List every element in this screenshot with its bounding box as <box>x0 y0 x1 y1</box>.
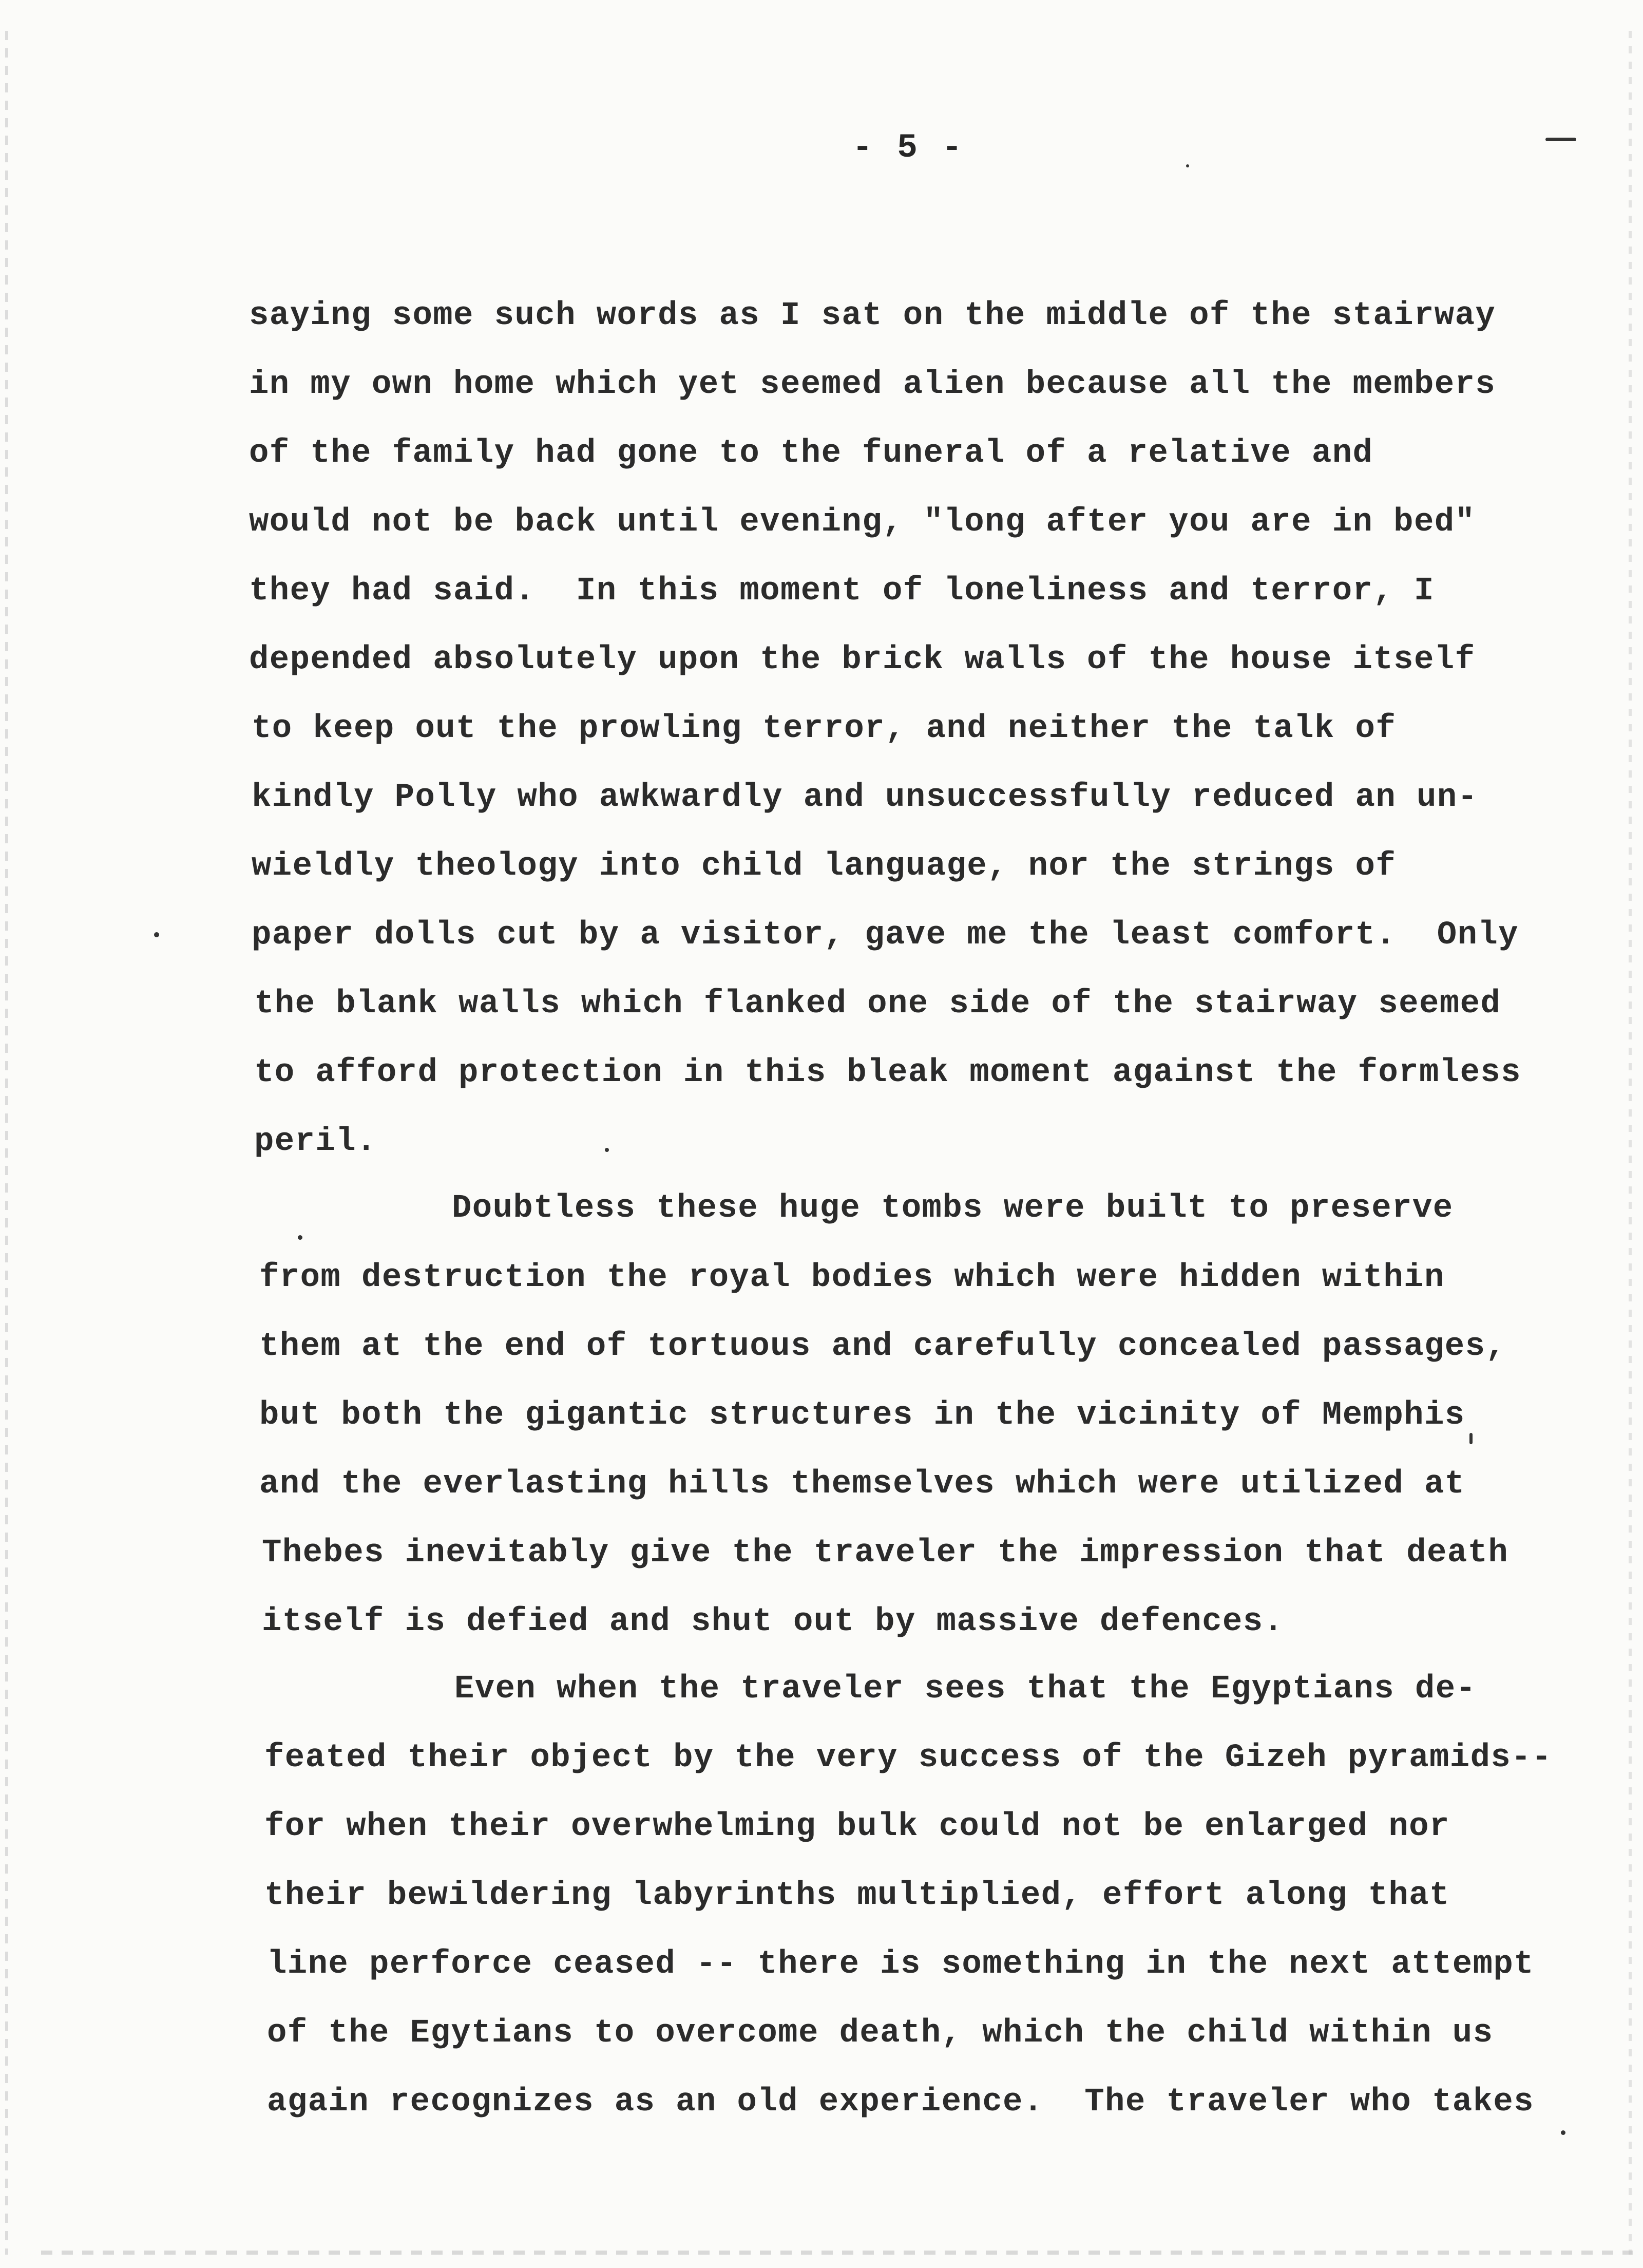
scan-speck <box>1469 1433 1473 1444</box>
scan-speck <box>605 1148 609 1152</box>
text-line: and the everlasting hills themselves which were utilized at <box>259 1466 1465 1503</box>
text-line: of the family had gone to the funeral of a relative and <box>249 435 1373 472</box>
text-line: Even when the traveler sees that the Egyptians de- <box>454 1671 1477 1708</box>
text-line: them at the end of tortuous and carefully concealed passages, <box>259 1328 1506 1365</box>
text-line: feated their object by the very success of the Gizeh pyramids-- <box>264 1740 1552 1776</box>
text-line: paper dolls cut by a visitor, gave me the least comfort. Only <box>252 917 1519 954</box>
text-line: kindly Polly who awkwardly and unsuccessfully reduced an un- <box>252 779 1478 816</box>
text-line: of the Egytians to overcome death, which the child within us <box>267 2015 1494 2052</box>
text-line: Doubtless these huge tombs were built to preserve <box>452 1190 1454 1227</box>
text-line: the blank walls which flanked one side of the stairway seemed <box>254 986 1501 1023</box>
text-line: saying some such words as I sat on the middle of the stairway <box>249 297 1496 334</box>
text-line: they had said. In this moment of loneliness and terror, I <box>249 573 1435 610</box>
scan-speck <box>154 932 159 937</box>
text-line: Thebes inevitably give the traveler the impression that death <box>262 1535 1509 1572</box>
text-line: for when their overwhelming bulk could not be enlarged nor <box>264 1808 1450 1845</box>
text-line: depended absolutely upon the brick walls of the house itself <box>249 641 1476 678</box>
scan-speck <box>298 1235 302 1240</box>
scan-speck <box>1186 164 1189 167</box>
scan-speck <box>1561 2130 1565 2135</box>
text-line: again recognizes as an old experience. The traveler who takes <box>267 2084 1534 2121</box>
text-line: their bewildering labyrinths multiplied, effort along that <box>264 1877 1450 1914</box>
scan-speck <box>1545 138 1576 141</box>
text-line: peril. <box>254 1123 377 1160</box>
text-line: line perforce ceased -- there is something in the next attempt <box>267 1946 1534 1983</box>
text-line: itself is defied and shut out by massive defences. <box>262 1603 1284 1640</box>
text-line: to keep out the prowling terror, and neither the talk of <box>252 710 1397 747</box>
text-line: wieldly theology into child language, nor the strings of <box>252 848 1397 885</box>
text-line: in my own home which yet seemed alien because all the members <box>249 366 1496 403</box>
text-line: but both the gigantic structures in the vicinity of Memphis <box>259 1397 1465 1434</box>
text-line: from destruction the royal bodies which were hidden within <box>259 1259 1445 1296</box>
text-line: would not be back until evening, "long after you are in bed" <box>249 504 1476 541</box>
text-line: to afford protection in this bleak moment against the formless <box>254 1054 1521 1091</box>
page-number: - 5 - <box>852 128 965 167</box>
